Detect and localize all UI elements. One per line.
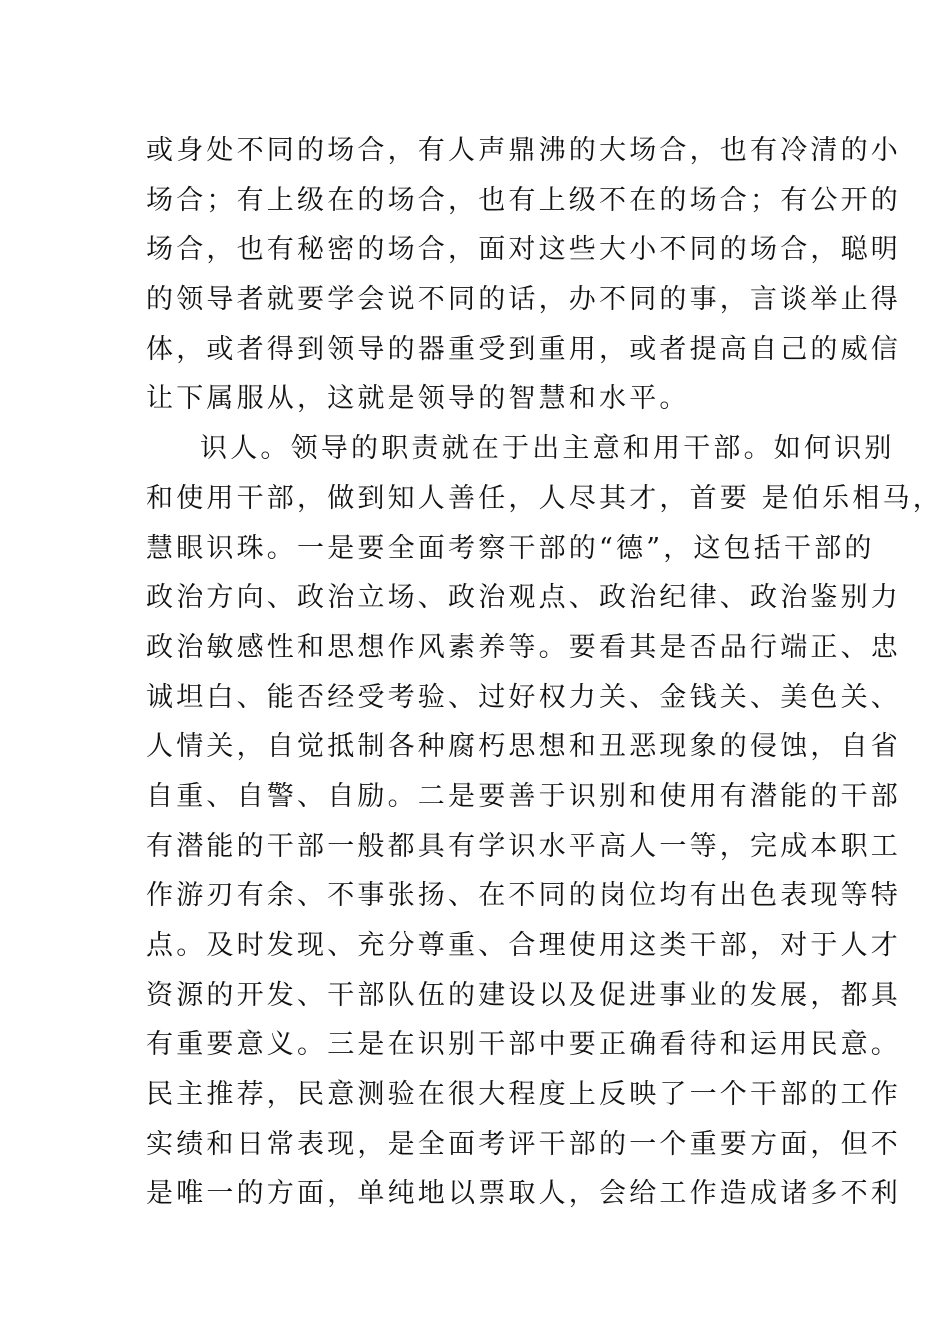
text-line: 有潜能的干部一般都具有学识水平高人一等，完成本职工 — [146, 830, 901, 862]
text-line: 政治敏感性和思想作风素养等。要看其是否品行端正、忠 — [146, 631, 901, 663]
text-line: 的领导者就要学会说不同的话，办不同的事，言谈举止得 — [146, 284, 901, 316]
text-line: 是唯一的方面，单纯地以票取人，会给工作造成诸多不利 — [146, 1178, 901, 1210]
text-line: 体，或者得到领导的器重受到重用，或者提高自己的威信 — [146, 333, 901, 365]
text-line: 慧眼识珠。一是要全面考察干部的“德”，这包括干部的 — [146, 532, 875, 564]
text-line: 民主推荐，民意测验在很大程度上反映了一个干部的工作 — [146, 1079, 901, 1111]
text-line: 场合；有上级在的场合，也有上级不在的场合；有公开的 — [146, 184, 901, 216]
text-line: 让下属服从，这就是领导的智慧和水平。 — [146, 383, 690, 415]
text-line: 作游刃有余、不事张扬、在不同的岗位均有出色表现等特 — [146, 880, 901, 912]
text-line: 实绩和日常表现，是全面考评干部的一个重要方面，但不 — [146, 1128, 901, 1160]
text-line: 和使用干部，做到知人善任，人尽其才，首要 是伯乐相马， — [146, 482, 943, 514]
body-text — [146, 126, 943, 1219]
text-line: 政治方向、政治立场、政治观点、政治纪律、政治鉴别力 — [146, 582, 901, 614]
text-line: 场合，也有秘密的场合，面对这些大小不同的场合，聪明 — [146, 234, 901, 266]
text-line: 人情关，自觉抵制各种腐朽思想和丑恶现象的侵蚀，自省 — [146, 731, 901, 763]
text-line: 点。及时发现、充分尊重、合理使用这类干部，对于人才 — [146, 930, 901, 961]
paragraph-first-line: 识人。领导的职责就在于出主意和用干部。如何识别 — [200, 433, 895, 465]
text-line: 资源的开发、干部队伍的建设以及促进事业的发展，都具 — [146, 979, 901, 1011]
text-line: 有重要意义。三是在识别干部中要正确看待和运用民意。 — [146, 1029, 901, 1061]
text-line: 或身处不同的场合，有人声鼎沸的大场合，也有冷清的小 — [146, 135, 901, 166]
text-line: 诚坦白、能否经受考验、过好权力关、金钱关、美色关、 — [146, 681, 901, 713]
text-line: 自重、自警、自励。二是要善于识别和使用有潜能的干部 — [146, 780, 901, 812]
